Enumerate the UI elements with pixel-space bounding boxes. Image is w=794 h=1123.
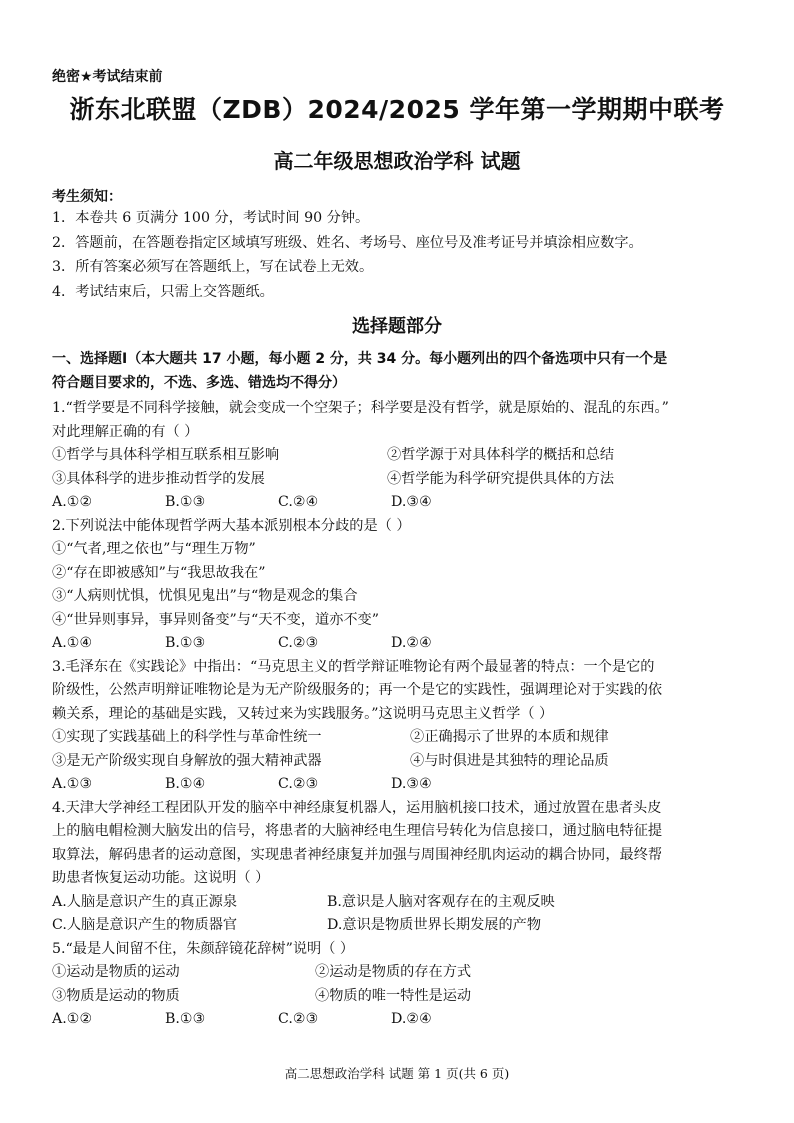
q5-option-3: ③物质是运动的物质 [52,987,180,1004]
q3-choice-c: C.②③ [278,776,319,792]
q4-stem: 助患者恢复运动功能。这说明（ ） [52,870,270,886]
q1-stem: 对此理解正确的有（ ） [52,423,199,440]
q3-option-1: ①实现了实践基础上的科学性与革命性统一 [52,729,322,745]
q2-choices [52,632,752,656]
q1-options-row [52,444,752,468]
q4-choice-d: D.意识是物质世界长期发展的产物 [327,917,542,933]
q3-choice-d: D.③④ [391,776,432,792]
q3-stem: 阶级性，公然声明辩证唯物论是为无产阶级服务的；再一个是它的实践性，强调理论对于实践的依 [52,682,663,698]
q2-choice-a: A.①④ [52,635,93,651]
q2-stem: 2.下列说法中能体现哲学两大基本派别根本分歧的是（ ） [52,517,411,534]
q4-stem: 取算法，解码患者的运动意图，实现患者神经康复并加强与周围神经肌肉运动的耦合协同，最终帮 [52,846,663,863]
q1-choices [52,491,752,515]
q4-choices-row [52,891,752,915]
q2-option-3: ③“人病则忧惧，忧惧见鬼出”与“物是观念的集合 [52,588,358,604]
q2-option-1: ①“气者,理之依也”与“理生万物” [52,541,256,557]
q2-choice-d: D.②④ [391,635,432,651]
question-list [52,397,752,1032]
q3-option-2: ②正确揭示了世界的本质和规律 [410,729,609,745]
section-title: 选择题部分 [352,316,442,337]
q2-option-4: ④“世异则事异，事异则备变”与“天不变，道亦不变” [52,611,379,628]
q3-option-3: ③是无产阶级实现自身解放的强大精神武器 [52,752,322,769]
q5-option-4: ④物质的唯一特性是运动 [315,987,472,1004]
q1-option-2: ②哲学源于对具体科学的概括和总结 [387,447,615,463]
notice-item: 3．所有答案必须写在答题纸上，写在试卷上无效。 [52,259,374,275]
q4-stem: 上的脑电帽检测大脑发出的信号，将患者的大脑神经电生理信号转化为信息接口，通过脑电特征提 [52,823,663,839]
q5-options-row [52,961,752,985]
q3-choices [52,773,752,797]
q5-choice-d: D.②④ [391,1011,432,1027]
q3-option-4: ④与时俱进是其独特的理论品质 [410,752,609,769]
notice-item: 4．考试结束后，只需上交答题纸。 [52,283,274,300]
q1-choice-b: B.①③ [165,494,206,510]
q4-choice-c: C.人脑是意识产生的物质器官 [52,917,238,933]
q4-stem: 4.天津大学神经工程团队开发的脑卒中神经康复机器人，运用脑机接口技术，通过放置在患者头皮 [52,799,662,816]
q5-option-2: ②运动是物质的存在方式 [315,964,472,980]
q2-option-2: ②“存在即被感知”与“我思故我在” [52,564,266,581]
notice-item: 1．本卷共 6 页满分 100 分，考试时间 90 分钟。 [52,210,370,226]
q5-choices [52,1008,752,1032]
q4-choice-a: A.人脑是意识产生的真正源泉 [52,893,238,910]
q3-options-row [52,726,752,750]
q5-option-1: ①运动是物质的运动 [52,964,180,980]
q1-choice-c: C.②④ [278,494,319,510]
q5-choice-b: B.①③ [165,1011,206,1027]
page-footer: 高二思想政治学科 试题 第 1 页(共 6 页) [284,1066,510,1081]
q4-choice-b: B.意识是人脑对客观存在的主观反映 [327,893,555,910]
notice-item: 2．答题前，在答题卷指定区域填写班级、姓名、考场号、座位号及准考证号并填涂相应数字。 [52,234,643,251]
q1-choice-d: D.③④ [391,494,432,510]
q2-choice-c: C.②③ [278,635,319,651]
part-heading-line: 一、选择题Ⅰ（本大题共 17 小题，每小题 2 分，共 34 分。每小题列出的四个备选项中只有一个是 [52,351,668,367]
q1-option-3: ③具体科学的进步推动哲学的发展 [52,470,265,487]
part-heading [52,347,752,395]
exam-subtitle: 高二年级思想政治学科 试题 [273,149,521,173]
q2-choice-b: B.①③ [165,635,206,651]
q3-choice-a: A.①③ [52,776,93,792]
secret-label: 绝密★考试结束前 [52,69,163,85]
q5-stem: 5.“最是人间留不住，朱颜辞镜花辞树”说明（ ） [52,940,355,957]
q1-choice-a: A.①② [52,494,93,510]
q1-options-row [52,468,752,492]
q3-options-row [52,750,752,774]
q3-stem: 3.毛泽东在《实践论》中指出：“马克思主义的哲学辩证唯物论有两个最显著的特点：一个是它的 [52,658,655,675]
notice-heading: 考生须知： [52,189,122,205]
q1-option-1: ①哲学与具体科学相互联系相互影响 [52,447,280,463]
q5-choice-c: C.②③ [278,1011,319,1027]
part-heading-line: 符合题目要求的，不选、多选、错选均不得分） [52,375,346,391]
q3-choice-b: B.①④ [165,776,206,792]
exam-title: 浙东北联盟（ZDB）2024/2025 学年第一学期期中联考 [69,95,725,124]
q1-stem: 1.“哲学要是不同科学接触，就会变成一个空架子；科学要是没有哲学，就是原始的、混乱的东西。” [52,400,669,416]
q1-option-4: ④哲学能为科学研究提供具体的方法 [387,470,615,487]
q3-stem: 赖关系，理论的基础是实践，又转过来为实践服务。”这说明马克思主义哲学（ ） [52,705,554,722]
q4-choices-row [52,914,752,938]
notice-list [52,206,752,304]
q5-options-row [52,985,752,1009]
q5-choice-a: A.①② [52,1011,93,1027]
